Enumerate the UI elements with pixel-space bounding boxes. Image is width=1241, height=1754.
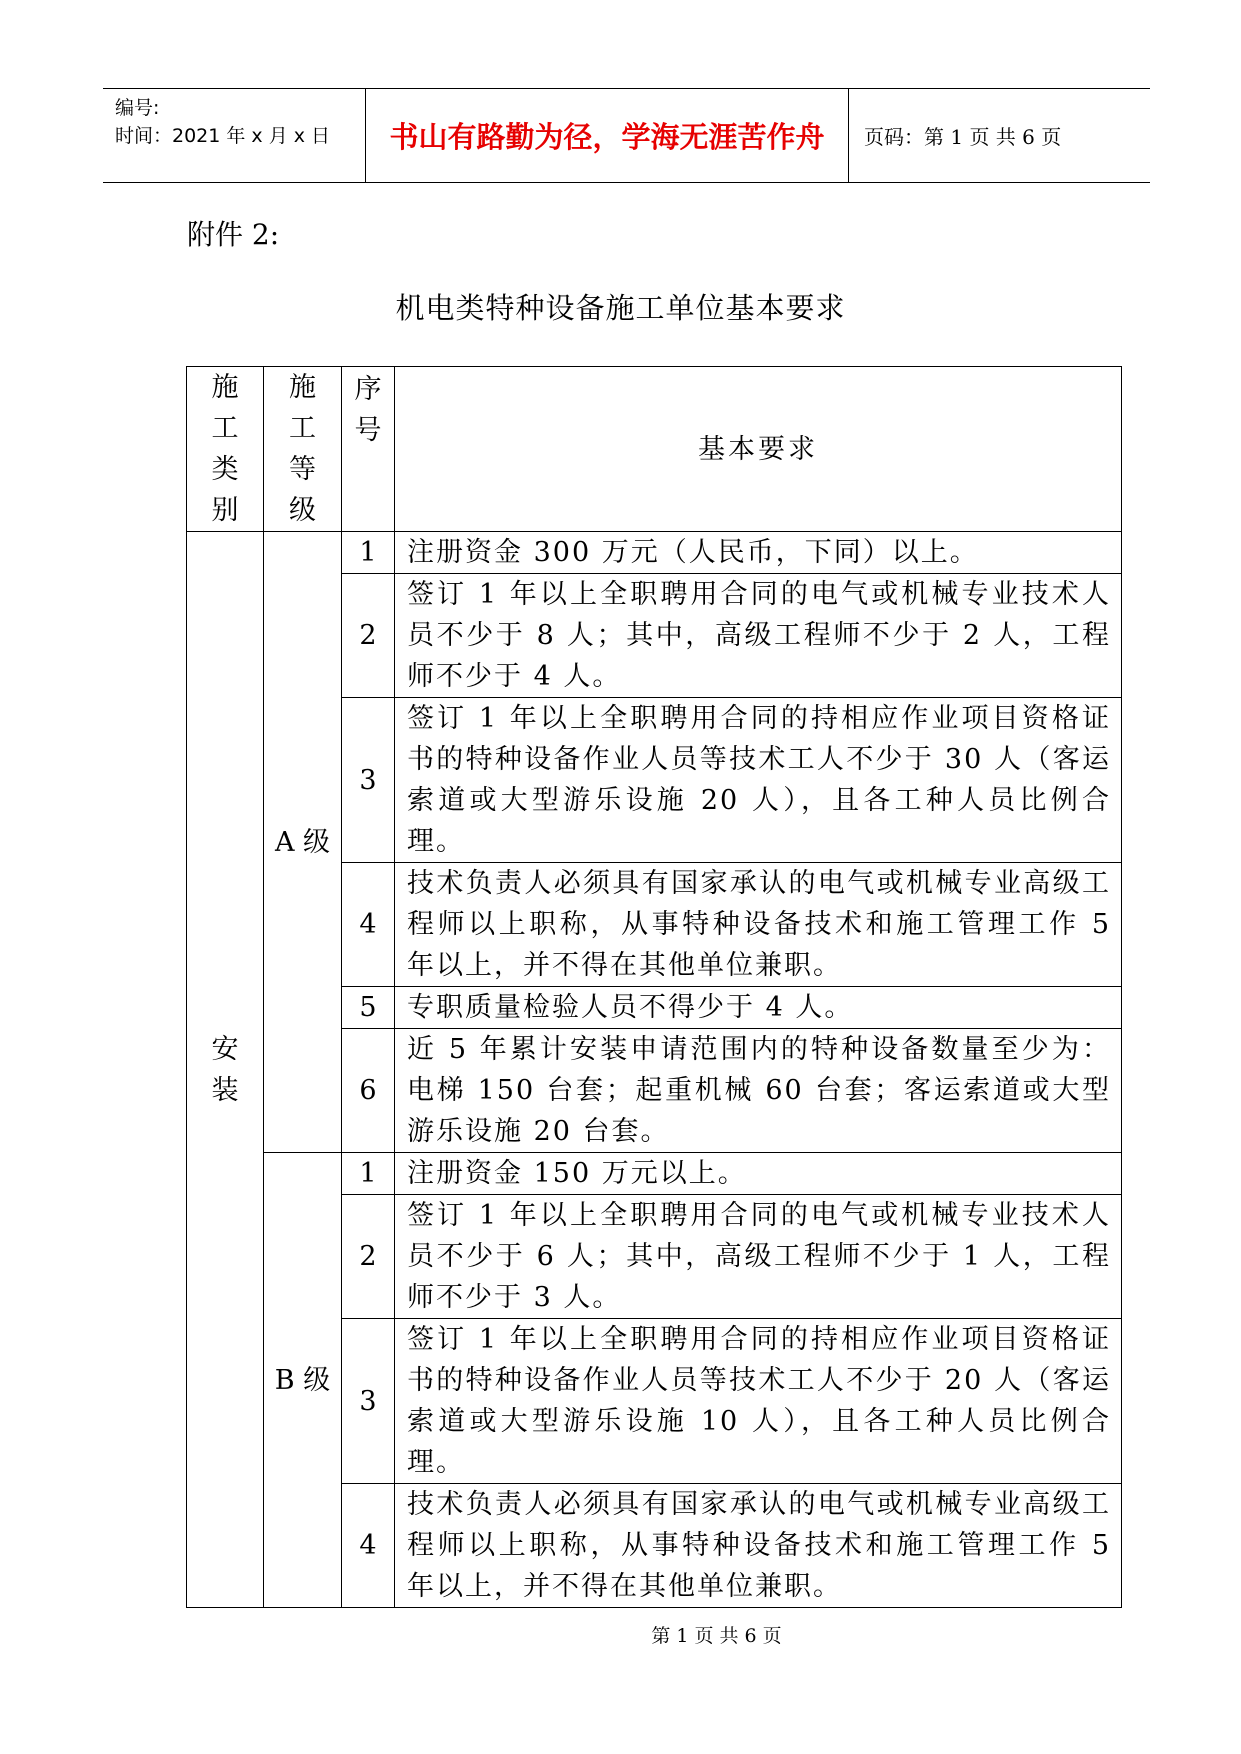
page-header xyxy=(103,88,1150,183)
row-text: 签订 1 年以上全职聘用合同的持相应作业项目资格证书的特种设备作业人员等技术工人不少于 30 人（客运索道或大型游乐设施 20 人），且各工种人员比例合理。 xyxy=(395,698,1122,863)
head-requirement: 基本要求 xyxy=(395,367,1122,532)
row-text: 技术负责人必须具有国家承认的电气或机械专业高级工程师以上职称，从事特种设备技术和施工管理工作 5 年以上，并不得在其他单位兼职。 xyxy=(395,863,1122,987)
row-no: 2 xyxy=(342,1195,395,1319)
table-header-row xyxy=(187,367,1122,532)
row-text: 近 5 年累计安装申请范围内的特种设备数量至少为：电梯 150 台套；起重机械 60 台套；客运索道或大型游乐设施 20 台套。 xyxy=(395,1029,1122,1153)
row-text: 专职质量检验人员不得少于 4 人。 xyxy=(395,987,1122,1029)
head-category: 施工类别 xyxy=(187,367,264,532)
category-cell: 安装 xyxy=(187,532,264,1608)
row-no: 1 xyxy=(342,532,395,574)
row-text: 签订 1 年以上全职聘用合同的持相应作业项目资格证书的特种设备作业人员等技术工人不少于 20 人（客运索道或大型游乐设施 10 人），且各工种人员比例合理。 xyxy=(395,1319,1122,1484)
row-no: 4 xyxy=(342,1484,395,1608)
level-a-cell: A 级 xyxy=(264,532,342,1153)
page-footer xyxy=(0,1621,1241,1648)
header-meta xyxy=(103,89,366,182)
row-no: 4 xyxy=(342,863,395,987)
row-text: 签订 1 年以上全职聘用合同的电气或机械专业技术人员不少于 6 人；其中，高级工程师不少于 1 人，工程师不少于 3 人。 xyxy=(395,1195,1122,1319)
row-text: 签订 1 年以上全职聘用合同的电气或机械专业技术人员不少于 8 人；其中，高级工程师不少于 2 人，工程师不少于 4 人。 xyxy=(395,574,1122,698)
row-text: 注册资金 300 万元（人民币，下同）以上。 xyxy=(395,532,1122,574)
table-row xyxy=(187,532,1122,574)
head-no: 序号 xyxy=(342,367,395,532)
requirements-table xyxy=(186,366,1122,1608)
row-no: 3 xyxy=(342,698,395,863)
document-title: 机电类特种设备施工单位基本要求 xyxy=(395,291,846,325)
row-text: 注册资金 150 万元以上。 xyxy=(395,1153,1122,1195)
time-label: 时间：2021 年 x 月 x 日 xyxy=(115,125,331,147)
row-text: 技术负责人必须具有国家承认的电气或机械专业高级工程师以上职称，从事特种设备技术和施工管理工作 5 年以上，并不得在其他单位兼职。 xyxy=(395,1484,1122,1608)
level-b-cell: B 级 xyxy=(264,1153,342,1608)
attachment-label: 附件 2: xyxy=(187,218,280,251)
row-no: 6 xyxy=(342,1029,395,1153)
row-no: 3 xyxy=(342,1319,395,1484)
row-no: 5 xyxy=(342,987,395,1029)
row-no: 2 xyxy=(342,574,395,698)
table-row xyxy=(187,1153,1122,1195)
page-info: 页码：第 1 页 共 6 页 xyxy=(864,125,1062,149)
head-level: 施工等级 xyxy=(264,367,342,532)
footer-page-info: 第 1 页 共 6 页 xyxy=(651,1625,782,1647)
serial-label: 编号: xyxy=(115,97,160,119)
row-no: 1 xyxy=(342,1153,395,1195)
motto: 书山有路勤为径，学海无涯苦作舟 xyxy=(366,89,849,182)
